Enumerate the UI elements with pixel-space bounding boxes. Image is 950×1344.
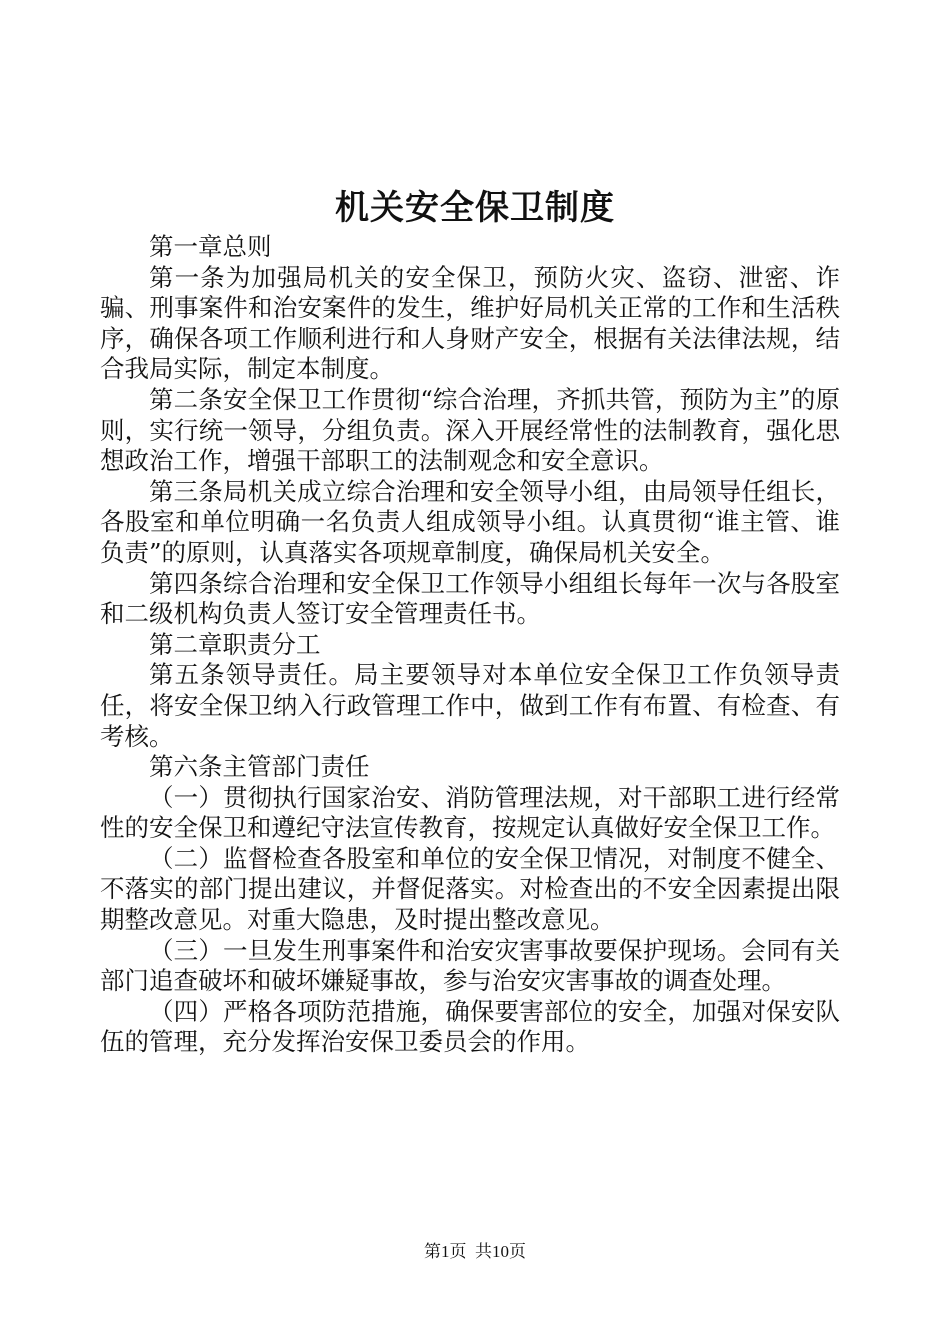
article-paragraph: 第三条局机关成立综合治理和安全领导小组，由局领导任组长，各股室和单位明确一名负责人组成领导小组。认真贯彻“谁主管、谁负责”的原则，认真落实各项规章制度，确保局机关安全。 bbox=[100, 476, 840, 567]
page-footer bbox=[0, 1240, 950, 1264]
article-paragraph: 第四条综合治理和安全保卫工作领导小组组长每年一次与各股室和二级机构负责人签订安全管理责任书。 bbox=[100, 568, 840, 629]
chapter-heading: 第一章总则 bbox=[149, 232, 272, 261]
clause-paragraph: （三）一旦发生刑事案件和治安灾害事故要保护现场。会同有关部门追查破坏和破坏嫌疑事故，参与治安灾害事故的调查处理。 bbox=[100, 935, 840, 996]
document-title: 机关安全保卫制度 bbox=[335, 188, 615, 228]
chapter-heading: 第二章职责分工 bbox=[149, 629, 321, 659]
clause-paragraph: （四）严格各项防范措施，确保要害部位的安全，加强对保安队伍的管理，充分发挥治安保卫委员会的作用。 bbox=[100, 996, 840, 1057]
document-body bbox=[100, 232, 840, 1058]
page-number: 第1页 bbox=[424, 1242, 467, 1261]
page-total: 共10页 bbox=[475, 1242, 526, 1261]
article-paragraph: 第一条为加强局机关的安全保卫，预防火灾、盗窃、泄密、诈骗、刑事案件和治安案件的发生，维护好局机关正常的工作和生活秩序，确保各项工作顺利进行和人身财产安全，根据有关法律法规，结合我局实际，制定本制度。 bbox=[100, 262, 840, 384]
clause-paragraph: （一）贯彻执行国家治安、消防管理法规，对干部职工进行经常性的安全保卫和遵纪守法宣传教育，按规定认真做好安全保卫工作。 bbox=[100, 782, 840, 843]
clause-paragraph: （二）监督检查各股室和单位的安全保卫情况，对制度不健全、不落实的部门提出建议，并督促落实。对检查出的不安全因素提出限期整改意见。对重大隐患，及时提出整改意见。 bbox=[100, 843, 840, 935]
article-paragraph: 第六条主管部门责任 bbox=[149, 752, 370, 782]
article-paragraph: 第五条领导责任。局主要领导对本单位安全保卫工作负领导责任，将安全保卫纳入行政管理工作中，做到工作有布置、有检查、有考核。 bbox=[100, 660, 840, 751]
article-paragraph: 第二条安全保卫工作贯彻“综合治理，齐抓共管，预防为主”的原则，实行统一领导，分组负责。深入开展经常性的法制教育，强化思想政治工作，增强干部职工的法制观念和安全意识。 bbox=[100, 384, 840, 476]
